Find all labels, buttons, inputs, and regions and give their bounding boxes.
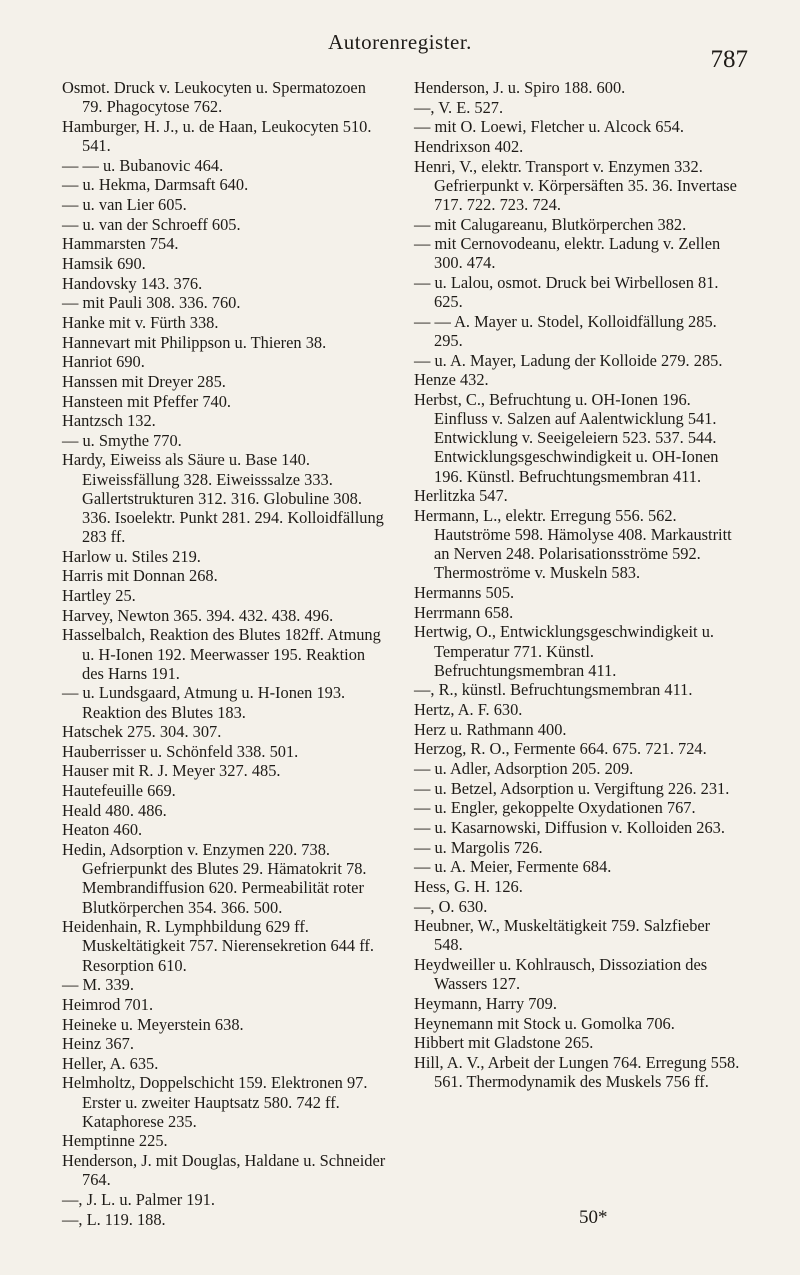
index-entry: —, L. 119. 188. xyxy=(62,1209,166,1229)
index-entry: — — A. Mayer u. Stodel, Kolloidfällung 285. 295. xyxy=(414,311,717,351)
running-title: Autorenregister. xyxy=(328,30,472,54)
signature-mark: 50* xyxy=(579,1207,608,1228)
index-entry: Herbst, C., Befruchtung u. OH-Ionen 196. Einfluss v. Salzen auf Aalentwicklung 541. Entwicklung v. Seeigeleiern 523. 537. 544. Entwicklungsgeschwindigkeit u. OH-Ionen 196. Künstl. Befruchtungsmembran 411. xyxy=(414,390,719,486)
index-entry: Hibbert mit Gladstone 265. xyxy=(414,1033,594,1053)
index-entry: — u. van Lier 605. xyxy=(62,194,187,214)
index-entry: Hertwig, O., Entwicklungsgeschwindigkeit u. Temperatur 771. Künstl. Befruchtungsmembran 411. xyxy=(414,622,714,680)
index-entry: — u. Lalou, osmot. Druck bei Wirbellosen 81. 625. xyxy=(414,273,719,312)
index-entry: Hanke mit v. Fürth 338. xyxy=(62,312,219,332)
index-entry: — u. Margolis 726. xyxy=(414,837,543,857)
index-entry: Herzog, R. O., Fermente 664. 675. 721. 724. xyxy=(414,739,707,759)
page-number: 787 xyxy=(710,46,748,73)
index-entry: — u. Smythe 770. xyxy=(62,430,182,450)
index-entry: Hasselbalch, Reaktion des Blutes 182ff. Atmung u. H-Ionen 192. Meerwasser 195. Reaktion des Harns 191. xyxy=(62,625,381,683)
index-entry: — mit Calugareanu, Blutkörperchen 382. xyxy=(414,214,687,234)
index-entry: Harvey, Newton 365. 394. 432. 438. 496. xyxy=(62,605,334,625)
index-entry: Hautefeuille 669. xyxy=(62,781,176,801)
index-entry: — — u. Bubanovic 464. xyxy=(62,155,224,175)
index-entry: Hanriot 690. xyxy=(62,352,145,372)
index-entry: — u. A. Meier, Fermente 684. xyxy=(414,857,612,877)
index-entry: Hammarsten 754. xyxy=(62,234,179,254)
index-entry: Hartley 25. xyxy=(62,586,136,606)
index-entry: —, O. 630. xyxy=(414,896,488,916)
index-entry: Hendrixson 402. xyxy=(414,136,524,156)
index-entry: —, R., künstl. Befruchtungsmembran 411. xyxy=(414,680,693,700)
index-entry: Herz u. Rathmann 400. xyxy=(414,719,567,739)
index-entry: Hemptinne 225. xyxy=(62,1131,168,1151)
index-entry: Hamburger, H. J., u. de Haan, Leukocyten 510. 541. xyxy=(62,116,372,155)
index-entry: Henderson, J. u. Spiro 188. 600. xyxy=(414,78,626,97)
index-entry: Hermann, L., elektr. Erregung 556. 562. Hautströme 598. Hämolyse 408. Markaustritt an Nerven 248. Polarisationsströme 592. Thermoströme v. Muskeln 583. xyxy=(414,505,732,583)
index-entry: Henri, V., elektr. Transport v. Enzymen 332. Gefrierpunkt v. Körpersäften 35. 36. Invertase 717. 722. 723. 724. xyxy=(414,156,737,214)
index-entry: Henderson, J. mit Douglas, Haldane u. Schneider 764. xyxy=(62,1151,386,1190)
index-entry: Hauser mit R. J. Meyer 327. 485. xyxy=(62,761,281,781)
index-entry: Hedin, Adsorption v. Enzymen 220. 738. Gefrierpunkt des Blutes 29. Hämatokrit 78. Membrandiffusion 620. Permeabilität roter Blutkörperchen 354. 366. 500. xyxy=(62,840,367,917)
index-entry: Heynemann mit Stock u. Gomolka 706. xyxy=(414,1013,675,1033)
index-entry: Hertz, A. F. 630. xyxy=(414,700,523,719)
index-entry: Handovsky 143. 376. xyxy=(62,273,203,293)
index-entry: —, V. E. 527. xyxy=(414,97,504,117)
index-entry: Heubner, W., Muskeltätigkeit 759. Salzfieber 548. xyxy=(414,916,711,955)
index-entry: Hess, G. H. 126. xyxy=(414,876,523,896)
index-entry: Hermanns 505. xyxy=(414,583,515,603)
index-entry: Henze 432. xyxy=(414,370,489,390)
index-entry: —, J. L. u. Palmer 191. xyxy=(62,1189,215,1209)
index-entry: Herrmann 658. xyxy=(414,602,514,622)
index-entry: Harlow u. Stiles 219. xyxy=(62,546,201,566)
index-entry: Herlitzka 547. xyxy=(414,486,508,506)
index-entry: — mit Cernovodeanu, elektr. Ladung v. Zellen 300. 474. xyxy=(414,234,721,273)
index-entry: Hamsik 690. xyxy=(62,253,146,273)
index-entry: — u. A. Mayer, Ladung der Kolloide 279. 285. xyxy=(414,350,723,370)
index-entry: Hatschek 275. 304. 307. xyxy=(62,722,222,742)
index-column-right xyxy=(414,78,740,1092)
index-entry: Hardy, Eiweiss als Säure u. Base 140. Eiweissfällung 328. Eiweisssalze 333. Gallertstrukturen 312. 316. Globuline 308. 336. Isoelektr. Punkt 281. 294. Kolloidfällung 283 ff. xyxy=(62,450,384,547)
index-entry: — u. van der Schroeff 605. xyxy=(62,214,241,234)
index-entry: Helmholtz, Doppelschicht 159. Elektronen 97. Erster u. zweiter Hauptsatz 580. 742 ff. Kataphorese 235. xyxy=(62,1073,368,1131)
index-entry: Heaton 460. xyxy=(62,820,143,840)
index-entry: Heinz 367. xyxy=(62,1034,134,1054)
index-entry: — M. 339. xyxy=(62,975,134,995)
index-entry: Hannevart mit Philippson u. Thieren 38. xyxy=(62,332,327,352)
index-entry: Hanssen mit Dreyer 285. xyxy=(62,371,226,391)
index-entry: — u. Kasarnowski, Diffusion v. Kolloiden 263. xyxy=(414,817,725,837)
index-entry: Harris mit Donnan 268. xyxy=(62,566,218,586)
index-entry: Heidenhain, R. Lymphbildung 629 ff. Muskeltätigkeit 757. Nierensekretion 644 ff. Resorption 610. xyxy=(62,917,374,975)
index-entry: — u. Betzel, Adsorption u. Vergiftung 226. 231. xyxy=(414,778,730,798)
index-entry: — u. Adler, Adsorption 205. 209. xyxy=(414,758,634,778)
index-entry: — mit Pauli 308. 336. 760. xyxy=(62,293,241,313)
page-header xyxy=(0,22,800,73)
index-entry: Hill, A. V., Arbeit der Lungen 764. Erregung 558. 561. Thermodynamik des Muskels 756 ff. xyxy=(414,1052,740,1091)
index-entry: Heymann, Harry 709. xyxy=(414,993,557,1013)
index-entry: Heydweiller u. Kohlrausch, Dissoziation des Wassers 127. xyxy=(414,955,708,994)
index-entry: — u. Hekma, Darmsaft 640. xyxy=(62,175,249,195)
index-column-left xyxy=(62,78,388,1229)
index-entry: Hauberrisser u. Schönfeld 338. 501. xyxy=(62,741,299,761)
index-entry: Heineke u. Meyerstein 638. xyxy=(62,1014,244,1034)
index-entry: Osmot. Druck v. Leukocyten u. Spermatozoen 79. Phagocytose 762. xyxy=(62,78,366,117)
index-entry: — u. Lundsgaard, Atmung u. H-Ionen 193. Reaktion des Blutes 183. xyxy=(62,683,346,722)
index-entry: Heimrod 701. xyxy=(62,994,154,1014)
index-entry: Heller, A. 635. xyxy=(62,1053,159,1073)
index-entry: Heald 480. 486. xyxy=(62,800,167,820)
index-entry: — u. Engler, gekoppelte Oxydationen 767. xyxy=(414,798,696,818)
index-entry: Hansteen mit Pfeffer 740. xyxy=(62,391,232,411)
index-entry: Hantzsch 132. xyxy=(62,411,156,431)
index-entry: — mit O. Loewi, Fletcher u. Alcock 654. xyxy=(414,117,684,137)
